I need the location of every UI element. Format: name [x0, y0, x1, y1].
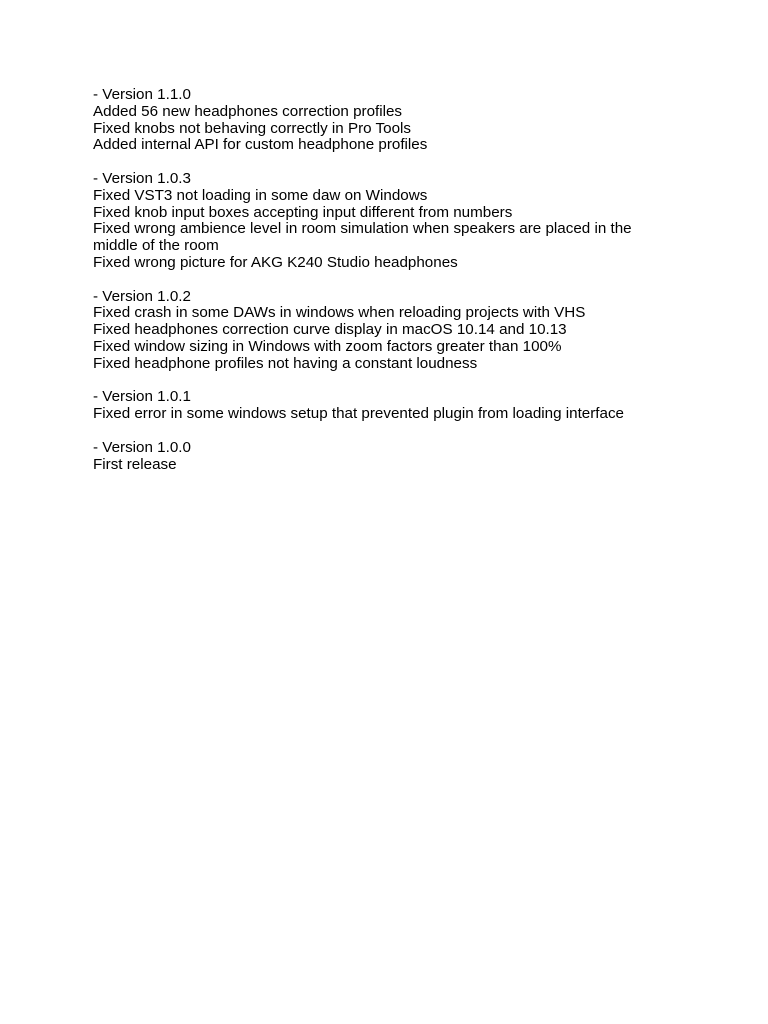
changelog-section-1-1-0: [93, 87, 653, 154]
changelog-section-1-0-2: [93, 289, 653, 373]
changelog-item: Fixed error in some windows setup that prevented plugin from loading interface: [93, 405, 624, 423]
version-heading: - Version 1.0.0: [93, 438, 191, 456]
changelog-item: Fixed headphone profiles not having a constant loudness: [93, 354, 478, 372]
changelog-item: Fixed crash in some DAWs in windows when reloading projects with VHS: [93, 304, 586, 322]
changelog-section-1-0-0: [93, 440, 653, 474]
changelog-item: Fixed knob input boxes accepting input different from numbers: [93, 203, 513, 221]
version-heading: - Version 1.1.0: [93, 86, 191, 103]
changelog-item: Added 56 new headphones correction profiles: [93, 102, 403, 120]
changelog-section-1-0-3: [93, 171, 653, 272]
changelog-item: Fixed knobs not behaving correctly in Pro Tools: [93, 119, 411, 137]
changelog-item: Fixed wrong picture for AKG K240 Studio headphones: [93, 253, 458, 271]
changelog-item: Fixed VST3 not loading in some daw on Windows: [93, 186, 428, 204]
changelog-item: First release: [93, 455, 177, 473]
changelog-item: Added internal API for custom headphone profiles: [93, 136, 428, 154]
changelog: [93, 87, 653, 490]
changelog-item: Fixed wrong ambience level in room simulation when speakers are placed in the middle of the room: [93, 220, 632, 255]
changelog-item: Fixed window sizing in Windows with zoom factors greater than 100%: [93, 337, 562, 355]
version-heading: - Version 1.0.2: [93, 287, 191, 305]
version-heading: - Version 1.0.1: [93, 388, 191, 406]
changelog-item: Fixed headphones correction curve display in macOS 10.14 and 10.13: [93, 321, 567, 339]
version-heading: - Version 1.0.3: [93, 169, 191, 187]
changelog-section-1-0-1: [93, 389, 653, 423]
